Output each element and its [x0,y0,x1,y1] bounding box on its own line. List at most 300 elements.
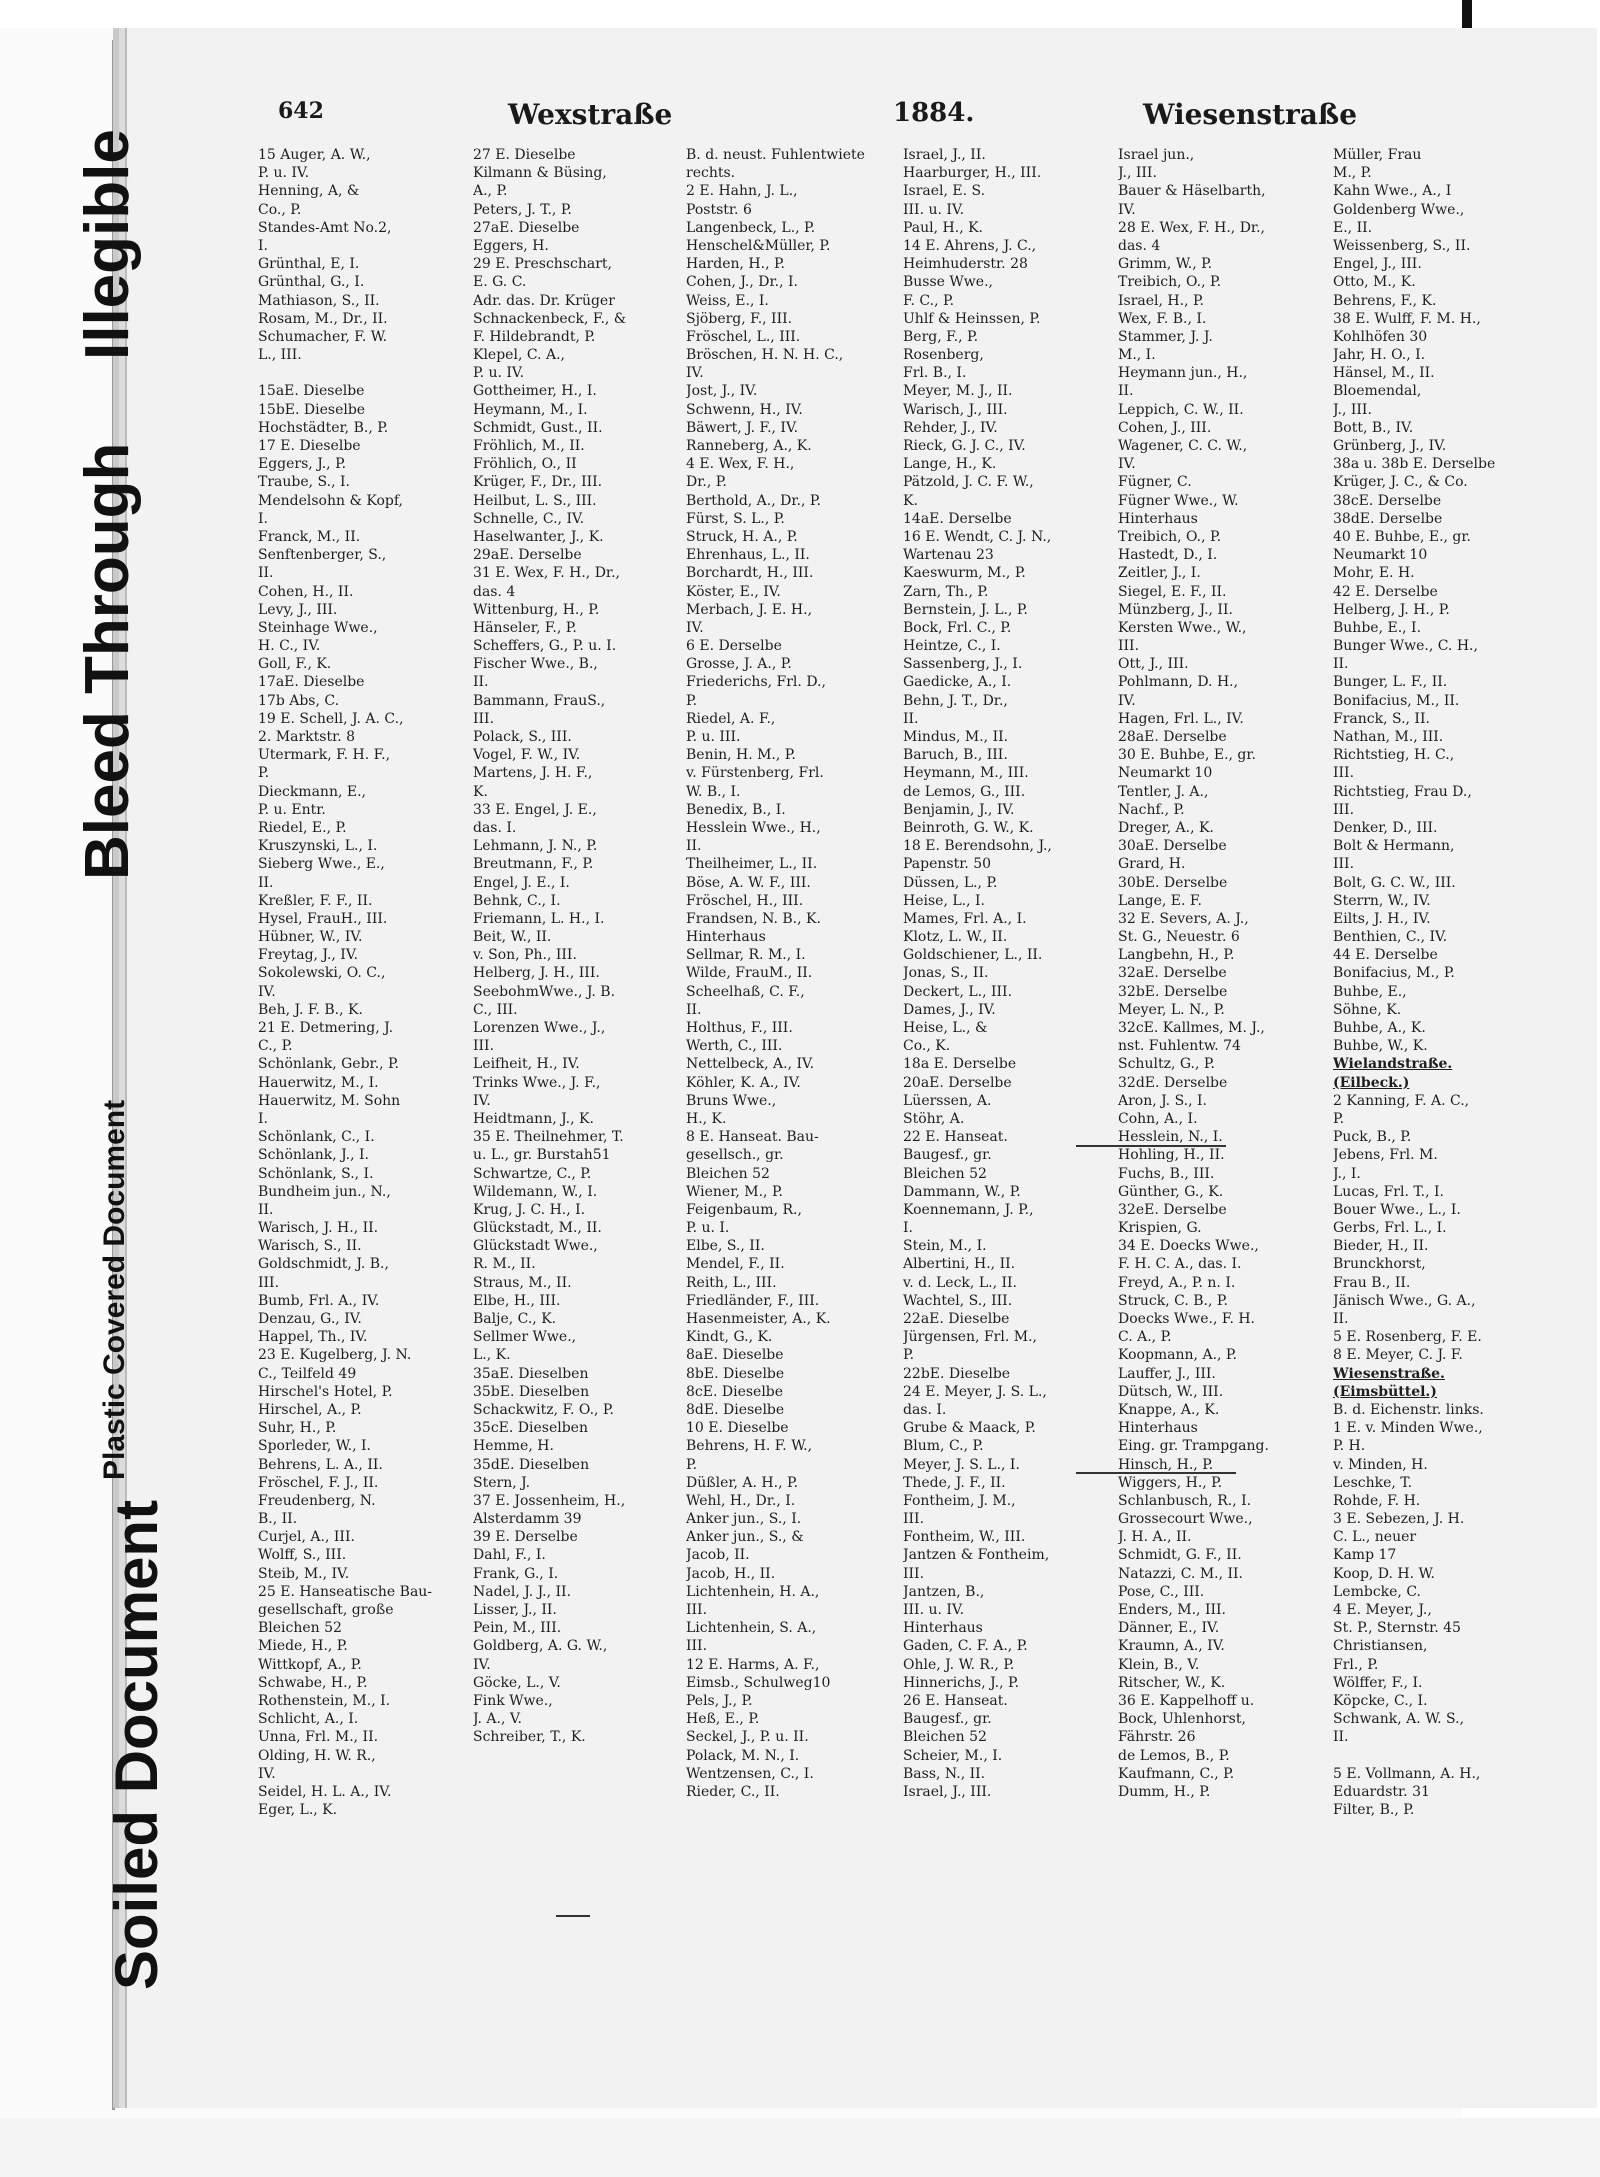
directory-entry-line: Elbe, S., II. [686,1238,765,1255]
directory-entry-line: das. 4 [473,583,516,600]
directory-entry-line: Kersten Wwe., W., [1118,619,1247,636]
side-label-strip [0,0,170,2130]
directory-entry-line: K. [903,492,918,509]
directory-column-4 [903,146,1108,1956]
directory-entry-line: C., III. [473,1001,518,1018]
directory-entry-line: Bouer Wwe., L., I. [1333,1201,1461,1218]
directory-entry-line: Schwenn, H., IV. [686,401,803,418]
directory-entry-line: 30bE. Derselbe [1118,874,1228,891]
directory-entry-line: Paul, H., K. [903,219,984,236]
directory-entry-line: Werth, C., III. [686,1038,783,1055]
directory-entry-line: Mendelsohn & Kopf, [258,492,403,509]
directory-entry-line: III. [258,1274,280,1291]
directory-entry-line: Heimhuderstr. 28 [903,256,1028,273]
directory-entry-line: Dames, J., IV. [903,1001,996,1018]
directory-entry-line: Jahr, H. O., I. [1333,347,1426,364]
directory-entry-line: Hohling, H., II. [1118,1147,1225,1164]
section-rule [1076,1145,1226,1147]
directory-entry-line: Beit, W., II. [473,929,552,946]
directory-entry-line: Scheier, M., I. [903,1747,1003,1764]
directory-entry-line: 2 E. Hahn, J. L., [686,183,798,200]
directory-entry-line: Grard, H. [1118,856,1186,873]
directory-entry-line: 35aE. Dieselben [473,1365,589,1382]
directory-entry-line: 3 E. Sebezen, J. H. [1333,1511,1465,1528]
directory-entry-line: Kohlhöfen 30 [1333,328,1428,345]
directory-entry-line: IV. [473,1092,491,1109]
directory-entry-line: Wolff, S., III. [258,1547,347,1564]
directory-entry-line: 12 E. Harms, A. F., [686,1656,820,1673]
directory-entry-line: Lange, H., K. [903,456,997,473]
directory-entry-line: Grünthal, E, I. [258,256,360,273]
directory-entry-line: Frl. B., I. [903,365,967,382]
directory-entry-line: P. [686,1456,698,1473]
directory-entry-line: J. H. A., II. [1118,1529,1192,1546]
directory-entry-line: Göcke, L., V. [473,1674,561,1691]
directory-entry-line: III. [1333,765,1355,782]
plastic-covered-label: Plastic Covered Document [98,1099,131,1480]
directory-entry-line: C. A., P. [1118,1329,1172,1346]
directory-entry-line: Hinterhaus [1118,1420,1198,1437]
directory-entry-line: Dr., P. [686,474,727,491]
directory-entry-line: Goll, F., K. [258,656,332,673]
directory-entry-line: Glückstadt Wwe., [473,1238,598,1255]
directory-entry-line: 32bE. Derselbe [1118,983,1228,1000]
directory-entry-line [1333,1747,1538,1765]
directory-entry-line: Cohen, J., III. [1118,419,1212,436]
directory-entry-line: Schwabe, H., P. [258,1674,368,1691]
directory-entry-line: Schwank, A. W. S., [1333,1711,1465,1728]
illegible-label: Illegible [73,129,142,360]
directory-entry-line: W. B., I. [686,783,741,800]
directory-entry-line: Wiesenstraße. [1333,1365,1445,1382]
directory-entry-line: Lichtenhein, H. A., [686,1583,820,1600]
directory-entry-line: Kilmann & Büsing, [473,165,607,182]
directory-entry-line: I. [903,1220,913,1237]
directory-entry-line: Klotz, L. W., II. [903,929,1008,946]
directory-entry-line: Theilheimer, L., II. [686,856,818,873]
directory-entry-line: Pels, J., P. [686,1692,753,1709]
directory-entry-line: Eggers, H. [473,237,549,254]
directory-entry-line: Goldschmidt, J. B., [258,1256,389,1273]
directory-entry-line: Schreiber, T., K. [473,1729,586,1746]
directory-entry-line: 8 E. Meyer, C. J. F. [1333,1347,1463,1364]
directory-entry-line: Siegel, E. F., II. [1118,583,1227,600]
directory-entry-line: das. I. [473,819,517,836]
directory-entry-line: 32dE. Derselbe [1118,1074,1228,1091]
directory-entry-line: Israel, J., II. [903,147,986,163]
directory-entry-line: Meyer, J. S. L., I. [903,1456,1020,1473]
directory-entry-line: 44 E. Derselbe [1333,947,1438,964]
directory-entry-line: Hinterhaus [903,1620,983,1637]
directory-entry-line: Nachf., P. [1118,801,1185,818]
directory-entry-line: Utermark, F. H. F., [258,747,391,764]
directory-entry-line: Straus, M., II. [473,1274,572,1291]
directory-entry-line: Anker jun., S., I. [686,1511,802,1528]
directory-entry-line: Breutmann, F., P. [473,856,594,873]
directory-entry-line: Dänner, E., IV. [1118,1620,1220,1637]
directory-entry-line: Heymann jun., H., [1118,365,1248,382]
directory-entry-line: J., III. [1118,165,1157,182]
directory-entry-line: Kaufmann, C., P. [1118,1765,1235,1782]
directory-entry-line: P. u. I. [686,1220,730,1237]
directory-entry-line: Hänseler, F., P. [473,619,577,636]
directory-entry-line: Miede, H., P. [258,1638,348,1655]
directory-entry-line: Dreger, A., K. [1118,819,1214,836]
directory-entry-line: Sporleder, W., I. [258,1438,372,1455]
directory-entry-line: Goldberg, A. G. W., [473,1638,608,1655]
directory-entry-line: 5 E. Rosenberg, F. E. [1333,1329,1482,1346]
directory-entry-line [258,364,463,382]
directory-entry-line: Frank, G., I. [473,1565,559,1582]
directory-entry-line: Dieckmann, E., [258,783,366,800]
directory-entry-line: Elbe, H., III. [473,1292,561,1309]
directory-entry-line: Blum, C., P. [903,1438,984,1455]
directory-entry-line: Baugesf., gr. [903,1147,992,1164]
directory-entry-line: K. [473,783,488,800]
directory-entry-line: Fröhlich, M., II. [473,438,585,454]
directory-entry-line: Fontheim, J. M., [903,1492,1016,1509]
directory-entry-line: Schlicht, A., I. [258,1711,359,1728]
directory-entry-line: Hasenmeister, A., K. [686,1311,831,1327]
directory-entry-line: Beinroth, G. W., K. [903,819,1034,836]
directory-entry-line: Schultz, G., P. [1118,1056,1215,1073]
directory-entry-line: Benin, H. M., P. [686,747,796,764]
directory-entry-line: Otto, M., K. [1333,274,1416,291]
directory-entry-line: Köpcke, C., I. [1333,1692,1428,1709]
directory-entry-line: Bock, Frl. C., P. [903,619,1012,636]
directory-entry-line: II. [686,838,702,855]
directory-entry-line: II. [1333,656,1349,673]
directory-entry-line: Ohle, J. W. R., P. [903,1656,1015,1673]
directory-entry-line: Kamp 17 [1333,1547,1397,1564]
directory-entry-line: u. L., gr. Burstah51 [473,1147,611,1164]
directory-entry-line: Sterrn, W., IV. [1333,892,1431,909]
directory-entry-line: 20aE. Derselbe [903,1074,1012,1091]
directory-entry-line: 37 E. Jossenheim, H., [473,1492,626,1509]
directory-entry-line: Dammann, W., P. [903,1183,1021,1200]
directory-entry-line: Stöhr, A. [903,1110,965,1127]
directory-entry-line: C., P. [258,1038,293,1055]
directory-entry-line: Langbehn, H., P. [1118,947,1235,964]
directory-entry-line: Hochstädter, B., P. [258,419,389,436]
year-heading: 1884. [893,98,975,128]
directory-entry-line: Fügner Wwe., W. [1118,492,1239,509]
directory-entry-line: 22aE. Dieselbe [903,1311,1010,1327]
directory-entry-line: Hübner, W., IV. [258,929,363,946]
directory-entry-line: Wartenau 23 [903,547,994,564]
directory-entry-line: F. Hildebrandt, P. [473,328,596,345]
directory-entry-line: Ehrenhaus, L., II. [686,547,810,564]
directory-entry-line: Berg, F., P. [903,328,979,345]
directory-entry-line: rechts. [686,165,736,182]
directory-entry-line: 15 Auger, A. W., [258,147,371,163]
directory-entry-line: 14 E. Ahrens, J. C., [903,237,1037,254]
directory-entry-line: Hemme, H. [473,1438,554,1455]
directory-entry-line: Behnk, C., I. [473,892,561,909]
directory-entry-line: P. u. IV. [473,365,525,382]
directory-entry-line: Neumarkt 10 [1118,765,1213,782]
directory-entry-line: Wagener, C. C. W., [1118,438,1248,454]
directory-entry-line: Gaden, C. F. A., P. [903,1638,1028,1655]
directory-entry-line: SeebohmWwe., J. B. [473,983,616,1000]
directory-entry-line: Mendel, F., II. [686,1256,785,1273]
directory-entry-line: Krug, J. C. H., I. [473,1201,586,1218]
directory-entry-line: J. A., V. [473,1711,522,1728]
directory-entry-line: Riedel, A. F., [686,710,776,727]
directory-entry-line: P. [686,692,698,709]
directory-entry-line: Behrens, H. F. W., [686,1438,813,1455]
directory-entry-line: de Lemos, G., III. [903,783,1026,800]
directory-entry-line: H. C., IV. [258,638,321,655]
directory-entry-line: 38 E. Wulff, F. M. H., [1333,310,1481,327]
directory-entry-line: Wittenburg, H., P. [473,601,600,618]
directory-entry-line: Heidtmann, J., K. [473,1110,594,1127]
directory-entry-line: P. [903,1347,915,1364]
directory-entry-line: Treibich, O., P. [1118,274,1222,291]
directory-entry-line: v. Fürstenberg, Frl. [686,765,824,782]
directory-entry-line: Christiansen, [1333,1638,1428,1655]
page-header [148,98,1358,143]
directory-entry-line: Knappe, A., K. [1118,1401,1220,1418]
directory-entry-line: Richtstieg, Frau D., [1333,783,1472,800]
directory-entry-line: Koop, D. H. W. [1333,1565,1435,1582]
directory-entry-line: Adr. das. Dr. Krüger [473,292,615,309]
directory-entry-line: Curjel, A., III. [258,1529,355,1546]
directory-entry-line: Denker, D., III. [1333,819,1438,836]
directory-entry-line: Kahn Wwe., A., I [1333,183,1452,200]
directory-entry-line: P. u. Entr. [258,801,326,818]
directory-entry-line: Kraumn, A., IV. [1118,1638,1225,1655]
directory-entry-line: B. d. Eichenstr. links. [1333,1401,1484,1418]
directory-entry-line: Wachtel, S., III. [903,1292,1013,1309]
directory-entry-line: 23 E. Kugelberg, J. N. [258,1347,412,1364]
directory-entry-line: 8 E. Hanseat. Bau- [686,1129,819,1146]
directory-entry-line: 6 E. Derselbe [686,638,782,655]
directory-entry-line: Benjamin, J., IV. [903,801,1015,818]
directory-entry-line: Engel, J., III. [1333,256,1422,273]
directory-column-5 [1118,146,1323,1956]
directory-entry-line: B. d. neust. Fuhlentwiete [686,147,865,163]
directory-entry-line: Treibich, O., P. [1118,528,1222,545]
directory-entry-line: Meyer, L. N., P. [1118,1001,1225,1018]
directory-entry-line: Israel, H., P. [1118,292,1205,309]
directory-entry-line: Hinsch, H., P. [1118,1456,1214,1473]
directory-entry-line: Cohen, J., Dr., I. [686,274,798,291]
directory-entry-line: Grosse, J. A., P. [686,656,792,673]
directory-entry-line: Krüger, F., Dr., III. [473,474,603,491]
directory-entry-line: Senftenberger, S., [258,547,387,564]
directory-entry-line: Scheffers, G., P. u. I. [473,638,617,655]
directory-entry-line: Wielandstraße. [1333,1056,1453,1073]
directory-entry-line: Borchardt, H., III. [686,565,814,582]
directory-entry-line: Suhr, H., P. [258,1420,337,1437]
directory-entry-line: Tentler, J. A., [1118,783,1209,800]
directory-entry-line: 10 E. Dieselbe [686,1420,789,1437]
directory-entry-line: Schlanbusch, R., I. [1118,1492,1252,1509]
directory-entry-line: Balje, C., K. [473,1311,557,1327]
directory-entry-line: II. [903,710,919,727]
directory-entry-line: III. [1333,801,1355,818]
directory-entry-line: III. [903,1511,925,1528]
directory-entry-line: Haselwanter, J., K. [473,528,604,545]
directory-entry-line: Thede, J. F., II. [903,1474,1006,1491]
directory-entry-line: Aron, J. S., I. [1118,1092,1207,1109]
directory-entry-line: Leifheit, H., IV. [473,1056,580,1073]
directory-entry-line: Polack, M. N., I. [686,1747,800,1764]
directory-entry-line: Beh, J. F. B., K. [258,1001,363,1018]
directory-entry-line: 22 E. Hanseat. [903,1129,1008,1146]
directory-entry-line: Dütsch, W., III. [1118,1383,1224,1400]
directory-entry-line: II. [258,874,274,891]
directory-entry-line: Heilbut, L. S., III. [473,492,597,509]
directory-entry-line: 4 E. Wex, F. H., [686,456,795,473]
directory-entry-line: Müller, Frau [1333,147,1422,163]
directory-column-1 [258,146,463,1956]
directory-entry-line: Jürgensen, Frl. M., [903,1329,1037,1346]
directory-entry-line: Koennemann, J. P., [903,1201,1034,1218]
directory-entry-line: (Eilbeck.) [1333,1074,1410,1091]
directory-entry-line: Benedix, B., I. [686,801,786,818]
directory-entry-line: 8cE. Dieselbe [686,1383,784,1400]
directory-entry-line: M., I. [1118,347,1156,364]
directory-entry-line: Hirschel's Hotel, P. [258,1383,393,1400]
directory-entry-line: Eing. gr. Trampgang. [1118,1438,1269,1455]
directory-entry-line: P. H. [1333,1438,1366,1455]
directory-entry-line: 18a E. Derselbe [903,1056,1017,1073]
directory-entry-line: Nettelbeck, A., IV. [686,1056,815,1073]
directory-entry-line: Scheelhaß, C. F., [686,983,805,1000]
directory-entry-line: 35cE. Dieselben [473,1420,588,1437]
directory-entry-line: Weiss, E., I. [686,292,769,309]
directory-entry-line: II. [1118,383,1134,400]
directory-entry-line: 14aE. Derselbe [903,510,1012,527]
directory-entry-line: Düssen, L., P. [903,874,998,891]
directory-entry-line: Baruch, B., III. [903,747,1008,764]
directory-entry-line: 25 E. Hanseatische Bau- [258,1583,433,1600]
directory-entry-line: Hinterhaus [686,929,766,946]
directory-entry-line: Olding, H. W. R., [258,1747,376,1764]
directory-entry-line: 27aE. Dieselbe [473,219,580,236]
directory-entry-line: Deckert, L., III. [903,983,1013,1000]
directory-entry-line: Albertini, H., II. [903,1256,1016,1273]
directory-entry-line: I. [258,237,268,254]
directory-entry-line: Lisser, J., II. [473,1602,557,1618]
directory-entry-line: Baugesf., gr. [903,1711,992,1728]
directory-entry-line: 35dE. Dieselben [473,1456,590,1473]
directory-entry-line: Kreßler, F. F., II. [258,892,373,909]
directory-entry-line: H., K. [686,1110,727,1127]
directory-entry-line: Hinnerichs, J., P. [903,1674,1020,1691]
column-end-dash [556,1915,590,1917]
directory-entry-line: 35bE. Dieselben [473,1383,590,1400]
directory-entry-line: 17aE. Dieselbe [258,674,365,691]
directory-entry-line: Wölffer, F., I. [1333,1674,1423,1691]
directory-entry-line: Bunger, L. F., II. [1333,674,1448,691]
directory-entry-line: Freudenberg, N. [258,1492,376,1509]
directory-entry-line: Jantzen, B., [903,1583,985,1600]
directory-entry-line: Lehmann, J. N., P. [473,838,598,855]
directory-entry-line: E., II. [1333,219,1373,236]
directory-entry-line: Bieder, H., II. [1333,1238,1429,1255]
directory-entry-line: Fischer Wwe., B., [473,656,598,673]
directory-entry-line: Seckel, J., P. u. II. [686,1729,809,1746]
directory-entry-line: Trinks Wwe., J. F., [473,1074,601,1091]
directory-entry-line: Warisch, S., II. [258,1238,362,1255]
directory-entry-line: P. [258,765,270,782]
directory-entry-line: Denzau, G., IV. [258,1311,362,1327]
directory-entry-line: Doecks Wwe., F. H. [1118,1311,1255,1327]
directory-entry-line: Söhne, K. [1333,1001,1402,1018]
directory-entry-line: Bass, N., II. [903,1765,986,1782]
directory-entry-line: Busse Wwe., [903,274,993,291]
directory-entry-line: 19 E. Schell, J. A. C., [258,710,404,727]
directory-entry-line: Eduardstr. 31 [1333,1783,1430,1800]
directory-entry-line: Cohen, H., II. [258,583,354,600]
directory-entry-line: Ranneberg, A., K. [686,438,812,454]
directory-entry-line: Bernstein, J. L., P. [903,601,1028,618]
directory-entry-line: Holthus, F., III. [686,1020,793,1036]
directory-entry-line: IV. [1118,456,1136,473]
directory-entry-line: Bröschen, H. N. H. C., [686,347,844,364]
directory-entry-line: Merbach, J. E. H., [686,601,813,618]
directory-entry-line: Friemann, L. H., I. [473,910,605,927]
directory-entry-line: Hesslein Wwe., H., [686,819,821,836]
directory-entry-line: Rieck, G. J. C., IV. [903,438,1026,454]
directory-entry-line: Co., K. [903,1038,951,1055]
directory-entry-line: Lauffer, J., III. [1118,1365,1216,1382]
directory-entry-line: Jost, J., IV. [686,383,758,400]
directory-entry-line: 32cE. Kallmes, M. J., [1118,1020,1265,1036]
directory-entry-line: Israel jun., [1118,147,1195,163]
directory-entry-line: St. P., Sternstr. 45 [1333,1620,1461,1637]
directory-entry-line: Lorenzen Wwe., J., [473,1020,606,1036]
directory-entry-line: Jebens, Frl. M. [1333,1147,1438,1164]
directory-entry-line: Jonas, S., II. [903,965,989,982]
directory-entry-line: Rosenberg, [903,347,984,364]
directory-entry-line: Happel, Th., IV. [258,1329,368,1346]
street-heading-left: Wexstraße [508,98,673,131]
directory-entry-line: Glückstadt, M., II. [473,1220,602,1237]
directory-entry-line: Koopmann, A., P. [1118,1347,1237,1364]
directory-entry-line: Heintze, C., I. [903,638,1001,655]
directory-entry-line: Köhler, K. A., IV. [686,1074,801,1091]
directory-entry-line: Bleichen 52 [903,1729,987,1746]
directory-entry-line: 32 E. Severs, A. J., [1118,910,1249,927]
directory-entry-line: 29 E. Preschschart, [473,256,612,273]
directory-entry-line: Rothenstein, M., I. [258,1692,391,1709]
directory-entry-line: Rieder, C., II. [686,1783,780,1800]
directory-entry-line: Sokolewski, O. C., [258,965,386,982]
directory-entry-line: Cohn, A., I. [1118,1110,1198,1127]
directory-entry-line: Fröhlich, O., II [473,456,577,473]
directory-entry-line: P. [1333,1110,1345,1127]
directory-entry-line: III. u. IV. [903,1602,965,1618]
directory-entry-line: L., III. [258,347,302,364]
top-band [0,0,1600,28]
directory-entry-line: Schönlank, S., I. [258,1165,374,1182]
directory-entry-line: Heymann, M., III. [903,765,1029,782]
directory-entry-line: Franck, S., II. [1333,710,1430,727]
directory-entry-line: Polack, S., III. [473,729,572,745]
directory-entry-line: Steib, M., IV. [258,1565,350,1582]
directory-entry-line: Wehl, H., Dr., I. [686,1492,796,1509]
directory-entry-line: Bruns Wwe., [686,1092,777,1109]
directory-entry-line: IV. [686,619,704,636]
directory-entry-line: Schwartze, C., P. [473,1165,592,1182]
directory-entry-line: II. [473,674,489,691]
directory-entry-line: Buhbe, W., K. [1333,1038,1428,1055]
directory-entry-line: Steinhage Wwe., [258,619,378,636]
